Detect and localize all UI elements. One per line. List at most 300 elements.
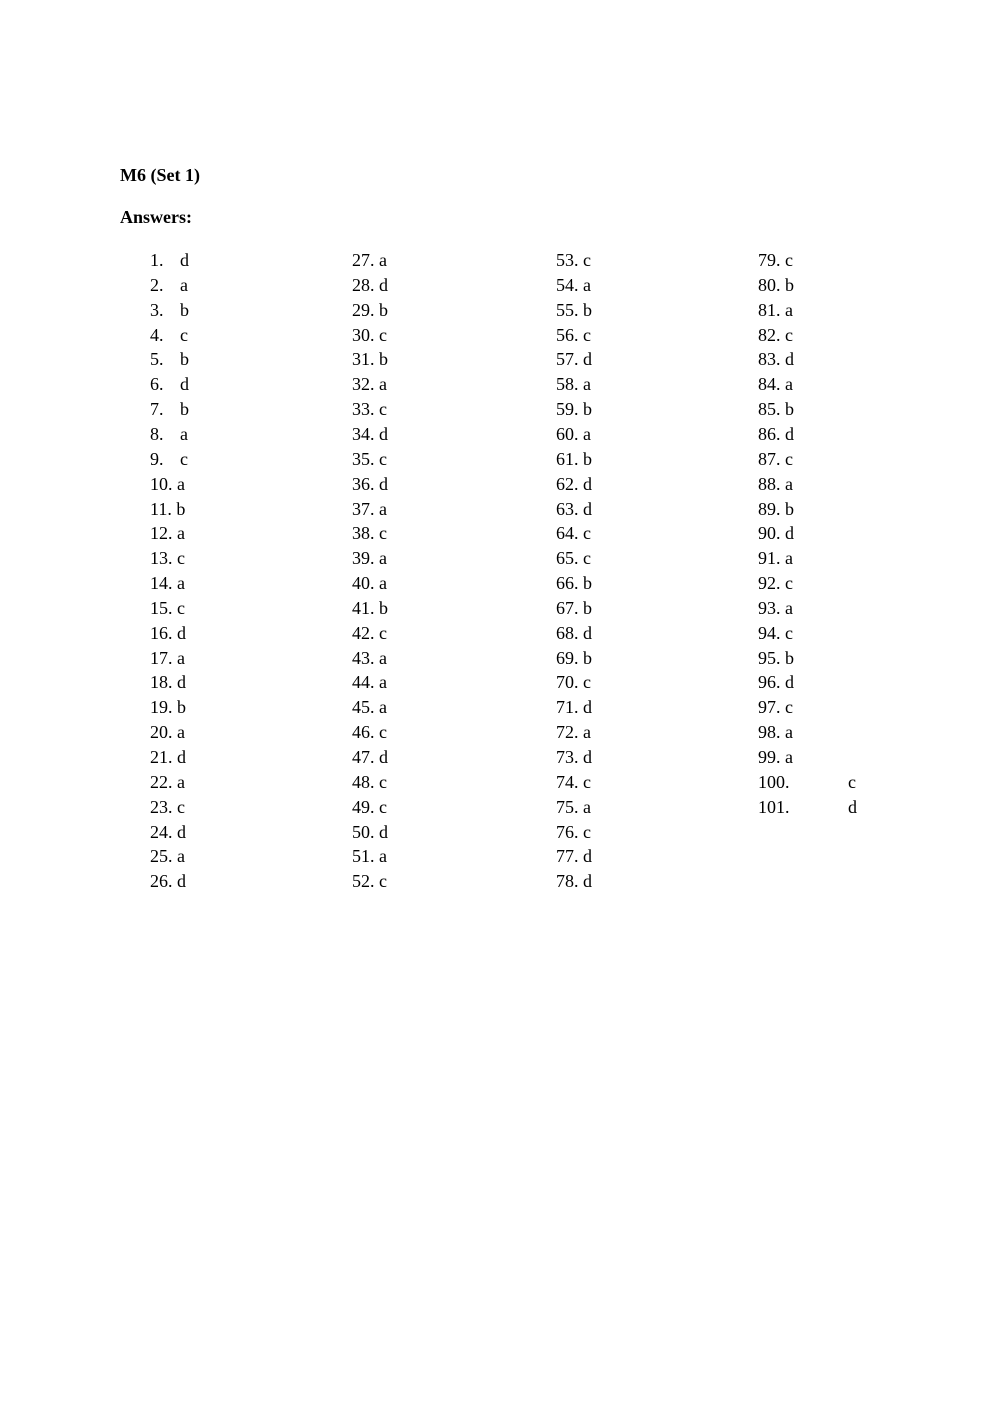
answer-letter: a [379, 250, 387, 270]
question-number: 92. [758, 573, 781, 594]
question-number: 35. [352, 448, 375, 469]
answer-item [352, 250, 387, 270]
question-number: 75. [556, 796, 579, 817]
answer-letter: c [177, 796, 185, 817]
answer-letter: a [785, 597, 793, 618]
answer-letter: d [177, 622, 186, 643]
answer-item [352, 548, 387, 568]
answer-item [150, 349, 189, 369]
question-number: 10. [150, 473, 173, 494]
answer-item [556, 523, 591, 543]
question-number: 85. [758, 399, 781, 420]
question-number: 93. [758, 597, 781, 618]
answer-letter: b [583, 647, 592, 668]
answer-letter: b [379, 597, 388, 618]
question-number: 26. [150, 871, 173, 892]
answer-letter: a [177, 647, 185, 668]
answer-item [556, 548, 591, 568]
question-number: 4. [150, 324, 164, 345]
answer-item [758, 598, 793, 618]
answer-letter: a [177, 573, 185, 594]
question-number: 19. [150, 697, 173, 718]
answer-letter: c [379, 622, 387, 643]
question-number: 11. [150, 498, 172, 519]
question-number: 55. [556, 299, 579, 320]
answer-item [556, 772, 591, 792]
answer-letter: d [177, 821, 186, 842]
answer-item [352, 672, 387, 692]
answer-letter: d [583, 498, 592, 519]
question-number: 88. [758, 473, 781, 494]
answer-item [150, 672, 186, 692]
answer-letter: a [583, 796, 591, 817]
answer-item [556, 722, 591, 742]
question-number: 32. [352, 374, 375, 395]
document-title: M6 (Set 1) [120, 165, 200, 185]
answer-letter: c [177, 597, 185, 618]
answer-item [758, 300, 793, 320]
question-number: 61. [556, 448, 579, 469]
answer-letter: c [379, 771, 387, 792]
answer-item [556, 275, 591, 295]
question-number: 74. [556, 771, 579, 792]
question-number: 46. [352, 722, 375, 743]
answer-letter: c [785, 324, 793, 345]
answer-item [556, 648, 592, 668]
answer-item [758, 672, 794, 692]
answer-item [352, 523, 387, 543]
answer-item [150, 424, 188, 444]
question-number: 41. [352, 597, 375, 618]
question-number: 6. [150, 374, 164, 395]
question-number: 16. [150, 622, 173, 643]
question-number: 90. [758, 523, 781, 544]
question-number: 39. [352, 548, 375, 569]
answer-letter: d [848, 796, 857, 817]
question-number: 95. [758, 647, 781, 668]
answer-item [556, 374, 591, 394]
question-number: 42. [352, 622, 375, 643]
question-number: 17. [150, 647, 173, 668]
answer-item [150, 275, 188, 295]
question-number: 44. [352, 672, 375, 693]
answer-item [150, 822, 186, 842]
answer-item [352, 697, 387, 717]
answer-item [150, 846, 185, 866]
answer-item [150, 523, 185, 543]
question-number: 27. [352, 250, 375, 270]
answer-letter: c [180, 324, 188, 345]
answer-item [150, 697, 186, 717]
answer-item [352, 275, 388, 295]
question-number: 59. [556, 399, 579, 420]
answer-item [758, 474, 793, 494]
answer-item [150, 747, 186, 767]
answer-item [758, 250, 793, 270]
answer-letter: c [583, 821, 591, 842]
question-number: 82. [758, 324, 781, 345]
answer-item [758, 374, 793, 394]
question-number: 20. [150, 722, 173, 743]
answer-item [352, 747, 388, 767]
answer-letter: b [180, 399, 189, 420]
answer-letter: a [379, 846, 387, 867]
answer-letter: b [583, 399, 592, 420]
answer-letter: a [379, 548, 387, 569]
answer-letter: b [785, 399, 794, 420]
answer-item [758, 349, 794, 369]
answer-item [150, 648, 185, 668]
question-number: 28. [352, 274, 375, 295]
answer-letter: a [583, 423, 591, 444]
answer-letter: d [177, 871, 186, 892]
answer-item [150, 449, 188, 469]
question-number: 23. [150, 796, 173, 817]
question-number: 37. [352, 498, 375, 519]
question-number: 33. [352, 399, 375, 420]
question-number: 98. [758, 722, 781, 743]
answer-letter: d [583, 473, 592, 494]
answer-letter: a [785, 722, 793, 743]
answer-letter: b [785, 647, 794, 668]
question-number: 57. [556, 349, 579, 370]
question-number: 40. [352, 573, 375, 594]
question-number: 67. [556, 597, 579, 618]
answer-letter: b [583, 448, 592, 469]
answer-letter: c [379, 523, 387, 544]
question-number: 86. [758, 423, 781, 444]
answer-letter: d [177, 747, 186, 767]
answer-letter: c [379, 399, 387, 420]
answer-letter: b [379, 349, 388, 370]
question-number: 36. [352, 473, 375, 494]
answer-item [556, 672, 591, 692]
answer-item [556, 499, 592, 519]
question-number: 94. [758, 622, 781, 643]
answer-letter: b [583, 299, 592, 320]
question-number: 89. [758, 498, 781, 519]
question-number: 81. [758, 299, 781, 320]
answer-item [150, 573, 185, 593]
question-number: 47. [352, 747, 375, 767]
question-number: 99. [758, 747, 781, 767]
answer-letter: c [848, 771, 856, 792]
question-number: 97. [758, 697, 781, 718]
answer-letter: b [379, 299, 388, 320]
answer-item [150, 499, 185, 519]
question-number: 12. [150, 523, 173, 544]
answer-letter: a [785, 747, 793, 767]
answer-letter: d [785, 349, 794, 370]
answer-letter: d [583, 697, 592, 718]
answer-item [556, 424, 591, 444]
answer-item [556, 797, 591, 817]
question-number: 69. [556, 647, 579, 668]
answer-item [150, 623, 186, 643]
answers-heading: Answers: [120, 207, 192, 227]
question-number: 96. [758, 672, 781, 693]
question-number: 31. [352, 349, 375, 370]
answer-letter: b [785, 274, 794, 295]
answer-item [150, 399, 189, 419]
answer-letter: c [583, 771, 591, 792]
answer-item [758, 722, 793, 742]
answer-letter: c [583, 324, 591, 345]
question-number: 58. [556, 374, 579, 395]
answer-letter: d [583, 349, 592, 370]
question-number: 65. [556, 548, 579, 569]
question-number: 63. [556, 498, 579, 519]
answer-letter: a [583, 722, 591, 743]
answer-item [150, 325, 188, 345]
answer-item [556, 573, 592, 593]
answer-item [556, 250, 591, 270]
answer-letter: a [785, 548, 793, 569]
answer-item [352, 300, 388, 320]
answer-item [352, 846, 387, 866]
answer-letter: d [583, 871, 592, 892]
answer-item [758, 548, 793, 568]
answer-letter: c [583, 523, 591, 544]
question-number: 77. [556, 846, 579, 867]
answer-letter: b [177, 697, 186, 718]
question-number: 70. [556, 672, 579, 693]
question-number: 91. [758, 548, 781, 569]
answer-item [150, 300, 189, 320]
answer-item [352, 772, 387, 792]
answer-letter: a [583, 374, 591, 395]
answer-item [556, 399, 592, 419]
answer-item [150, 871, 186, 891]
answer-item [352, 399, 387, 419]
answer-item [556, 871, 592, 891]
answer-item [150, 548, 185, 568]
answer-letter: c [785, 622, 793, 643]
answer-item [352, 648, 387, 668]
question-number: 87. [758, 448, 781, 469]
answer-item [150, 374, 189, 394]
question-number: 45. [352, 697, 375, 718]
answer-letter: d [379, 747, 388, 767]
question-number: 13. [150, 548, 173, 569]
answer-letter: b [583, 597, 592, 618]
question-number: 29. [352, 299, 375, 320]
answer-item [758, 325, 793, 345]
question-number: 15. [150, 597, 173, 618]
answer-item [556, 349, 592, 369]
answer-item [556, 697, 592, 717]
question-number: 50. [352, 821, 375, 842]
answer-letter: d [180, 250, 189, 270]
answer-letter: a [177, 771, 185, 792]
answer-item [352, 871, 387, 891]
question-number: 100. [758, 771, 790, 792]
answer-letter: d [583, 846, 592, 867]
question-number: 25. [150, 846, 173, 867]
answer-letter: d [180, 374, 189, 395]
question-number: 71. [556, 697, 579, 718]
question-number: 76. [556, 821, 579, 842]
answer-letter: a [177, 846, 185, 867]
answer-item [352, 449, 387, 469]
answer-item [758, 697, 793, 717]
answer-item [150, 797, 185, 817]
question-number: 73. [556, 747, 579, 767]
question-number: 72. [556, 722, 579, 743]
answer-item [352, 349, 388, 369]
answer-item [556, 822, 591, 842]
answer-item [556, 300, 592, 320]
answer-letter: b [785, 498, 794, 519]
question-number: 60. [556, 423, 579, 444]
answer-letter: c [583, 548, 591, 569]
answer-item [556, 598, 592, 618]
answer-letter: d [583, 747, 592, 767]
answer-item [150, 772, 185, 792]
answer-letter: b [583, 573, 592, 594]
question-number: 101. [758, 796, 790, 817]
question-number: 68. [556, 622, 579, 643]
answer-item [352, 797, 387, 817]
answer-letter: c [379, 324, 387, 345]
answer-item [758, 573, 793, 593]
answer-item [352, 722, 387, 742]
answer-letter: a [583, 274, 591, 295]
question-number: 24. [150, 821, 173, 842]
question-number: 54. [556, 274, 579, 295]
answer-letter: d [785, 672, 794, 693]
answer-letter: c [583, 250, 591, 270]
answer-item [150, 474, 185, 494]
answer-letter: c [785, 448, 793, 469]
question-number: 66. [556, 573, 579, 594]
answer-letter: d [379, 423, 388, 444]
answer-letter: c [379, 448, 387, 469]
answer-letter: c [379, 871, 387, 892]
answer-letter: d [379, 473, 388, 494]
answer-letter: b [180, 299, 189, 320]
question-number: 49. [352, 796, 375, 817]
answer-item [556, 747, 592, 767]
answer-item [556, 846, 592, 866]
answer-item [150, 598, 185, 618]
answer-letter: d [785, 523, 794, 544]
question-number: 9. [150, 448, 164, 469]
question-number: 84. [758, 374, 781, 395]
answer-letter: c [583, 672, 591, 693]
question-number: 43. [352, 647, 375, 668]
question-number: 83. [758, 349, 781, 370]
answer-item [758, 523, 794, 543]
answer-letter: a [379, 672, 387, 693]
answer-item [758, 623, 793, 643]
question-number: 30. [352, 324, 375, 345]
question-number: 3. [150, 299, 164, 320]
answer-letter: a [379, 374, 387, 395]
answer-item [556, 325, 591, 345]
question-number: 22. [150, 771, 173, 792]
question-number: 7. [150, 399, 164, 420]
question-number: 21. [150, 747, 173, 767]
question-number: 64. [556, 523, 579, 544]
question-number: 34. [352, 423, 375, 444]
answer-item [758, 449, 793, 469]
answer-item [352, 374, 387, 394]
answer-item [758, 747, 793, 767]
answer-item [150, 250, 189, 270]
answer-letter: d [379, 274, 388, 295]
question-number: 79. [758, 250, 781, 270]
answer-item [556, 474, 592, 494]
answer-letter: a [177, 523, 185, 544]
answer-letter: a [177, 473, 185, 494]
question-number: 8. [150, 423, 164, 444]
answer-letter: d [583, 622, 592, 643]
question-number: 56. [556, 324, 579, 345]
question-number: 14. [150, 573, 173, 594]
answer-letter: a [379, 647, 387, 668]
answer-letter: d [177, 672, 186, 693]
answer-letter: d [785, 423, 794, 444]
question-number: 2. [150, 274, 164, 295]
answer-letter: a [379, 697, 387, 718]
answer-letter: b [180, 349, 189, 370]
answer-item [758, 275, 794, 295]
question-number: 5. [150, 349, 164, 370]
answer-item [352, 822, 388, 842]
answer-letter: b [176, 498, 186, 519]
answer-item [352, 499, 387, 519]
answer-letter: a [180, 274, 188, 295]
answer-letter: c [785, 250, 793, 270]
answer-item [758, 772, 856, 792]
answer-letter: c [180, 448, 188, 469]
question-number: 18. [150, 672, 173, 693]
question-number: 51. [352, 846, 375, 867]
answer-item [758, 399, 794, 419]
answer-letter: a [180, 423, 188, 444]
answer-letter: a [379, 573, 387, 594]
question-number: 38. [352, 523, 375, 544]
answer-letter: c [177, 548, 185, 569]
answer-letter: a [177, 722, 185, 743]
answer-item [352, 474, 388, 494]
answer-letter: a [785, 374, 793, 395]
answer-letter: a [785, 299, 793, 320]
answer-item [556, 449, 592, 469]
answer-item [556, 623, 592, 643]
answer-letter: c [379, 722, 387, 743]
question-number: 53. [556, 250, 579, 270]
answer-item [758, 499, 794, 519]
answer-letter: c [785, 573, 793, 594]
answer-item [758, 648, 794, 668]
answer-item [352, 424, 388, 444]
question-number: 52. [352, 871, 375, 892]
answer-item [352, 598, 388, 618]
answer-item [352, 573, 387, 593]
answer-letter: a [785, 473, 793, 494]
answer-letter: c [785, 697, 793, 718]
question-number: 1. [150, 250, 164, 270]
answer-letter: d [379, 821, 388, 842]
question-number: 62. [556, 473, 579, 494]
question-number: 78. [556, 871, 579, 892]
answer-letter: a [379, 498, 387, 519]
answer-letter: c [379, 796, 387, 817]
answer-item [352, 325, 387, 345]
answer-item [150, 722, 185, 742]
